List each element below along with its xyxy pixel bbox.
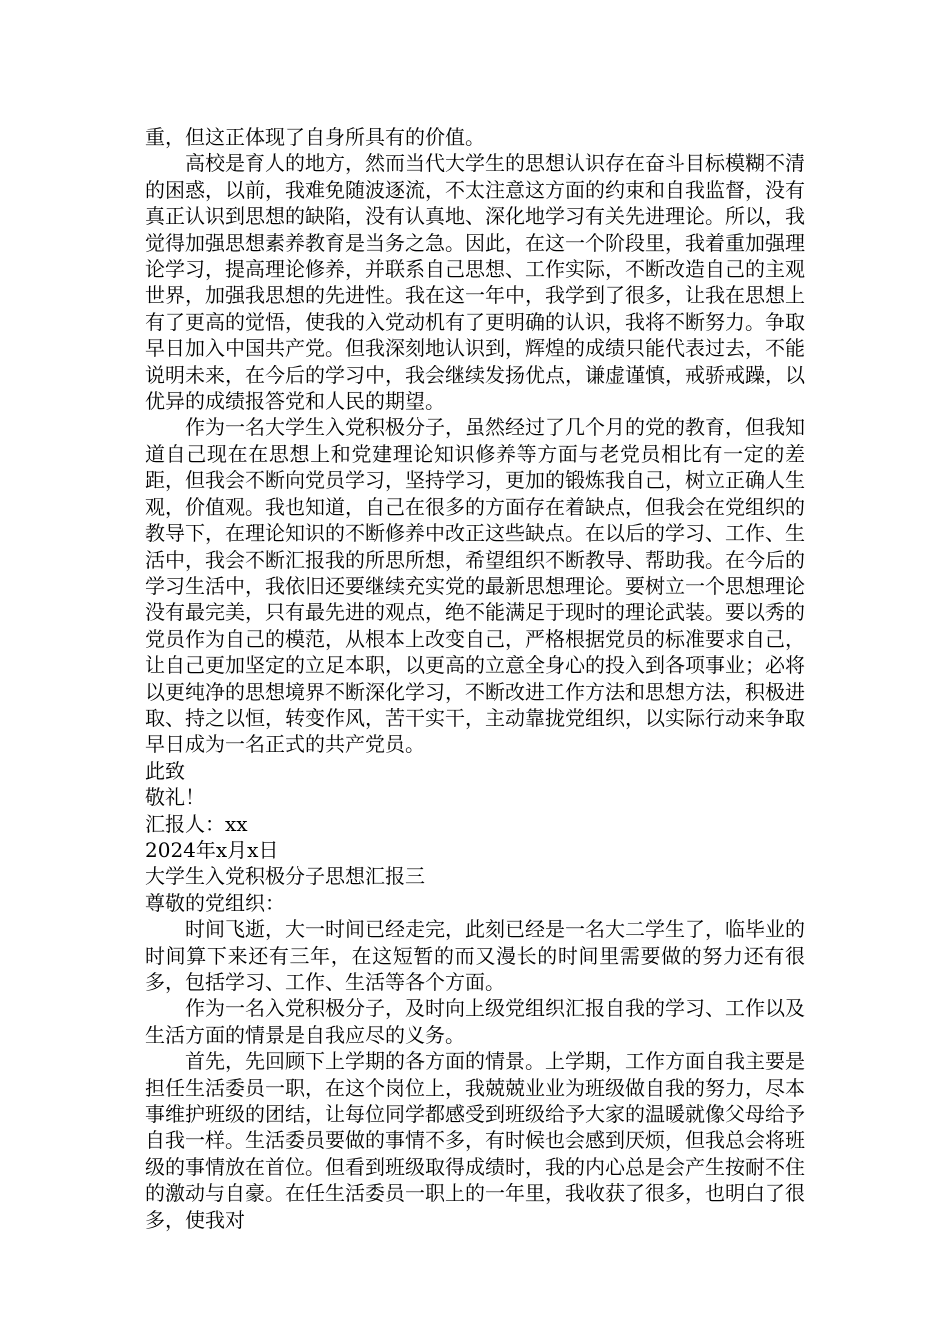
section-title: 大学生入党积极分子思想汇报三 [145,864,425,889]
paragraph-time-flies: 时间飞逝，大一时间已经走完，此刻已经是一名大二学生了，临毕业的时间算下来还有三年，在这短暂的而又漫长的时间里需要做的努力还有很多，包括学习、工作、生活等各个方面。 [145,917,805,994]
paragraph-review: 首先，先回顾下上学期的各方面的情景。上学期，工作方面自我主要是担任生活委员一职，在这个岗位上，我兢兢业业为班级做自我的努力，尽本事维护班级的团结，让每位同学都感受到班级给予大家的温暖就像父母给予自我一样。生活委员要做的事情不多，有时候也会感到厌烦，但我总会将班级的事情放在首位。但看到班级取得成绩时，我的内心总是会产生按耐不住的激动与自豪。在任生活委员一职上的一年里，我收获了很多，也明白了很多，使我对 [145,1049,805,1232]
paragraph-activist-reflection: 作为一名大学生入党积极分子，虽然经过了几个月的党的教育，但我知道自己现在在思想上和党建理论知识修养等方面与老党员相比有一定的差距，但我会不断向党员学习，坚持学习，更加的锻炼我自己，树立正确人生观，价值观。我也知道，自己在很多的方面存在着缺点，但我会在党组织的教导下，在理论知识的不断修养中改正这些缺点。在以后的学习、工作、生活中，我会不断汇报我的所思所想，希望组织不断教导、帮助我。在今后的学习生活中，我依旧还要继续充实党的最新思想理论。要树立一个思想理论没有最完美，只有最先进的观点，绝不能满足于现时的理论武装。要以秀的党员作为自己的模范，从根本上改变自己，严格根据党员的标准要求自己，让自己更加坚定的立足本职，以更高的立意全身心的投入到各项事业；必将以更纯净的思想境界不断深化学习，不断改进工作方法和思想方法，积极进取、持之以恒，转变作风，苦干实干，主动靠拢党组织，以实际行动来争取早日成为一名正式的共产党员。 [145,415,805,757]
reporter-name: 汇报人：xx [145,811,248,836]
closing-regards: 敬礼！ [145,785,205,810]
closing-salutation: 此致 [145,758,185,783]
paragraph-theory-study: 高校是育人的地方，然而当代大学生的思想认识存在奋斗目标模糊不清的困惑，以前，我难免随波逐流，不太注意这方面的约束和自我监督，没有真正认识到思想的缺陷，没有认真地、深化地学习有关先进理论。所以，我觉得加强思想素养教育是当务之急。因此，在这一个阶段里，我着重加强理论学习，提高理论修养，并联系自己思想、工作实际，不断改造自己的主观世界，加强我思想的先进性。我在这一年中，我学到了很多，让我在思想上有了更高的觉悟，使我的入党动机有了更明确的认识，我将不断努力。争取早日加入中国共产党。但我深刻地认识到，辉煌的成绩只能代表过去，不能说明未来，在今后的学习中，我会继续发扬优点，谦虚谨慎，戒骄戒躁，以优异的成绩报答党和人民的期望。 [145,151,805,414]
greeting: 尊敬的党组织： [145,890,285,915]
paragraph-continuation: 重，但这正体现了自身所具有的价值。 [145,125,485,149]
document-body [145,124,805,1233]
paragraph-duty: 作为一名入党积极分子，及时向上级党组织汇报自我的学习、工作以及生活方面的情景是自我应尽的义务。 [145,996,805,1047]
report-date: 2024年x月x日 [145,837,279,862]
